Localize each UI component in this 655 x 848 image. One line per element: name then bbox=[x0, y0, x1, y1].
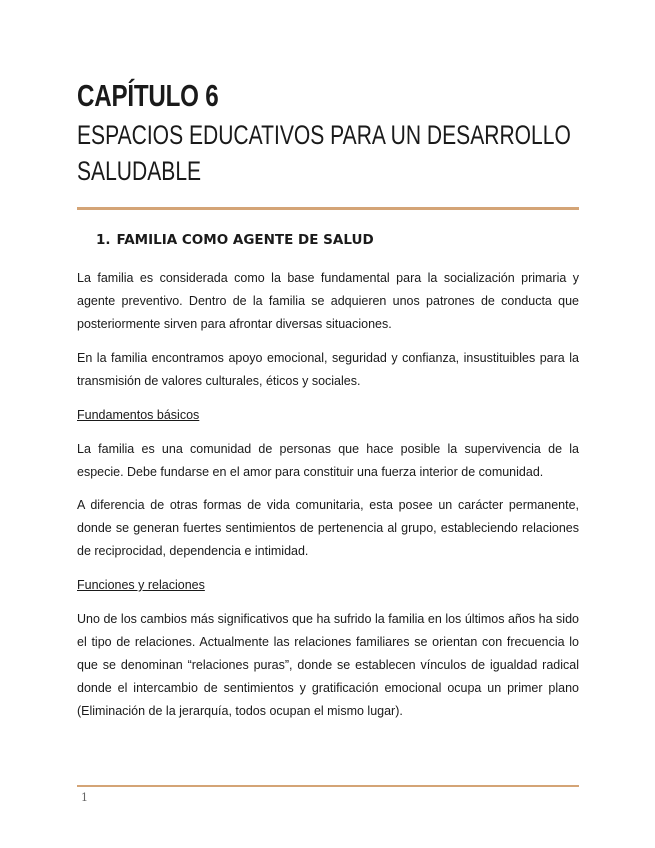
paragraph: La familia es una comunidad de personas que hace posible la supervivencia de la especie. Debe fundarse en el amor para constituir una fuerza interior de comunidad. bbox=[77, 442, 579, 479]
chapter-label: CAPÍTULO 6 bbox=[77, 78, 219, 113]
paragraph: A diferencia de otras formas de vida comunitaria, esta posee un carácter permanente, donde se generan fuertes sentimientos de pertenencia al grupo, estableciendo relaciones de reciprocidad, dependencia e intimidad. bbox=[77, 498, 579, 558]
section-number: 1. bbox=[96, 232, 111, 248]
paragraph: La familia es considerada como la base fundamental para la socialización primaria y agente preventivo. Dentro de la familia se adquieren unos patrones de conducta que posteriormente sirven para afrontar diversas situaciones. bbox=[77, 271, 579, 331]
chapter-title bbox=[77, 117, 576, 189]
section-heading bbox=[96, 232, 374, 248]
header-divider bbox=[77, 207, 579, 210]
section-title: FAMILIA COMO AGENTE DE SALUD bbox=[116, 232, 374, 248]
page-number: 1 bbox=[81, 791, 88, 804]
paragraph: En la familia encontramos apoyo emocional, seguridad y confianza, insustituibles para la transmisión de valores culturales, éticos y sociales. bbox=[77, 351, 579, 388]
footer-divider bbox=[77, 785, 579, 787]
chapter-title-line: ESPACIOS EDUCATIVOS PARA UN DESARROLLO bbox=[77, 120, 571, 150]
subsection-heading: Fundamentos básicos bbox=[77, 408, 200, 422]
paragraph: Uno de los cambios más significativos que ha sufrido la familia en los últimos años ha sido el tipo de relaciones. Actualmente las relaciones familiares se orientan con frecuencia lo que se denominan “relaciones puras”, donde se establecen vínculos de igualdad radical donde el intercambio de sentimientos y gratificación emocional ocupa un primer plano (Eliminación de la jerarquía, todos ocupan el mismo lugar). bbox=[77, 612, 579, 718]
chapter-title-line: SALUDABLE bbox=[77, 156, 202, 186]
subsection-heading: Funciones y relaciones bbox=[77, 578, 205, 592]
